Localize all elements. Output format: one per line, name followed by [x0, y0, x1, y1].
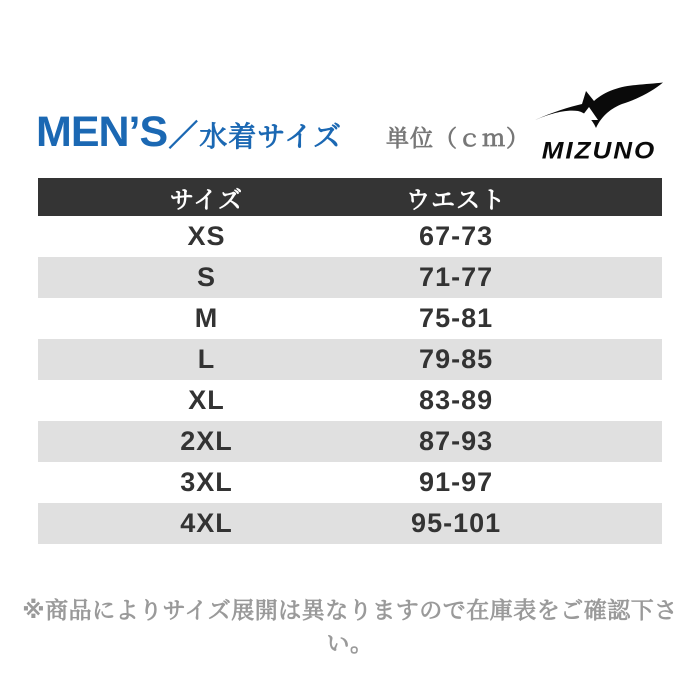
waist-cell: 71-77	[419, 262, 494, 292]
waist-cell: 95-101	[411, 508, 502, 538]
size-cell: S	[196, 262, 216, 292]
size-cell: 3XL	[180, 467, 233, 497]
size-table	[38, 178, 662, 544]
title-swimwear-size: 水着サイズ	[199, 121, 342, 152]
size-cell: XS	[187, 221, 226, 251]
mizuno-wordmark: MIZUNO	[541, 136, 657, 164]
size-cell: XL	[188, 385, 225, 415]
waist-cell: 75-81	[419, 303, 494, 333]
unit-label: 単位（ｃｍ）	[385, 125, 530, 151]
table-row	[38, 216, 662, 257]
brand-logo	[528, 82, 670, 163]
waist-cell: 79-85	[419, 344, 494, 374]
waist-cell: 67-73	[419, 221, 494, 251]
table-row	[38, 339, 662, 380]
title-mens: MEN’S	[36, 108, 168, 156]
table-row	[38, 462, 662, 503]
table-row	[38, 503, 662, 544]
page-title	[36, 108, 530, 157]
footnote: ※商品によりサイズ展開は異なりますので在庫表をご確認下さい。	[22, 597, 678, 656]
column-header-waist: ウエスト	[406, 186, 507, 214]
mizuno-runbird-icon	[530, 82, 668, 136]
table-row	[38, 257, 662, 298]
title-separator: ／	[168, 120, 199, 153]
column-header-size: サイズ	[169, 186, 244, 214]
size-cell: 2XL	[180, 426, 233, 456]
waist-cell: 91-97	[419, 467, 494, 497]
table-header-row	[38, 178, 662, 216]
table-row	[38, 421, 662, 462]
size-cell: L	[197, 344, 216, 374]
waist-cell: 83-89	[419, 385, 494, 415]
waist-cell: 87-93	[419, 426, 494, 456]
size-cell: 4XL	[180, 508, 233, 538]
table-body	[38, 216, 662, 544]
size-cell: M	[194, 303, 219, 333]
table-row	[38, 380, 662, 421]
table-row	[38, 298, 662, 339]
